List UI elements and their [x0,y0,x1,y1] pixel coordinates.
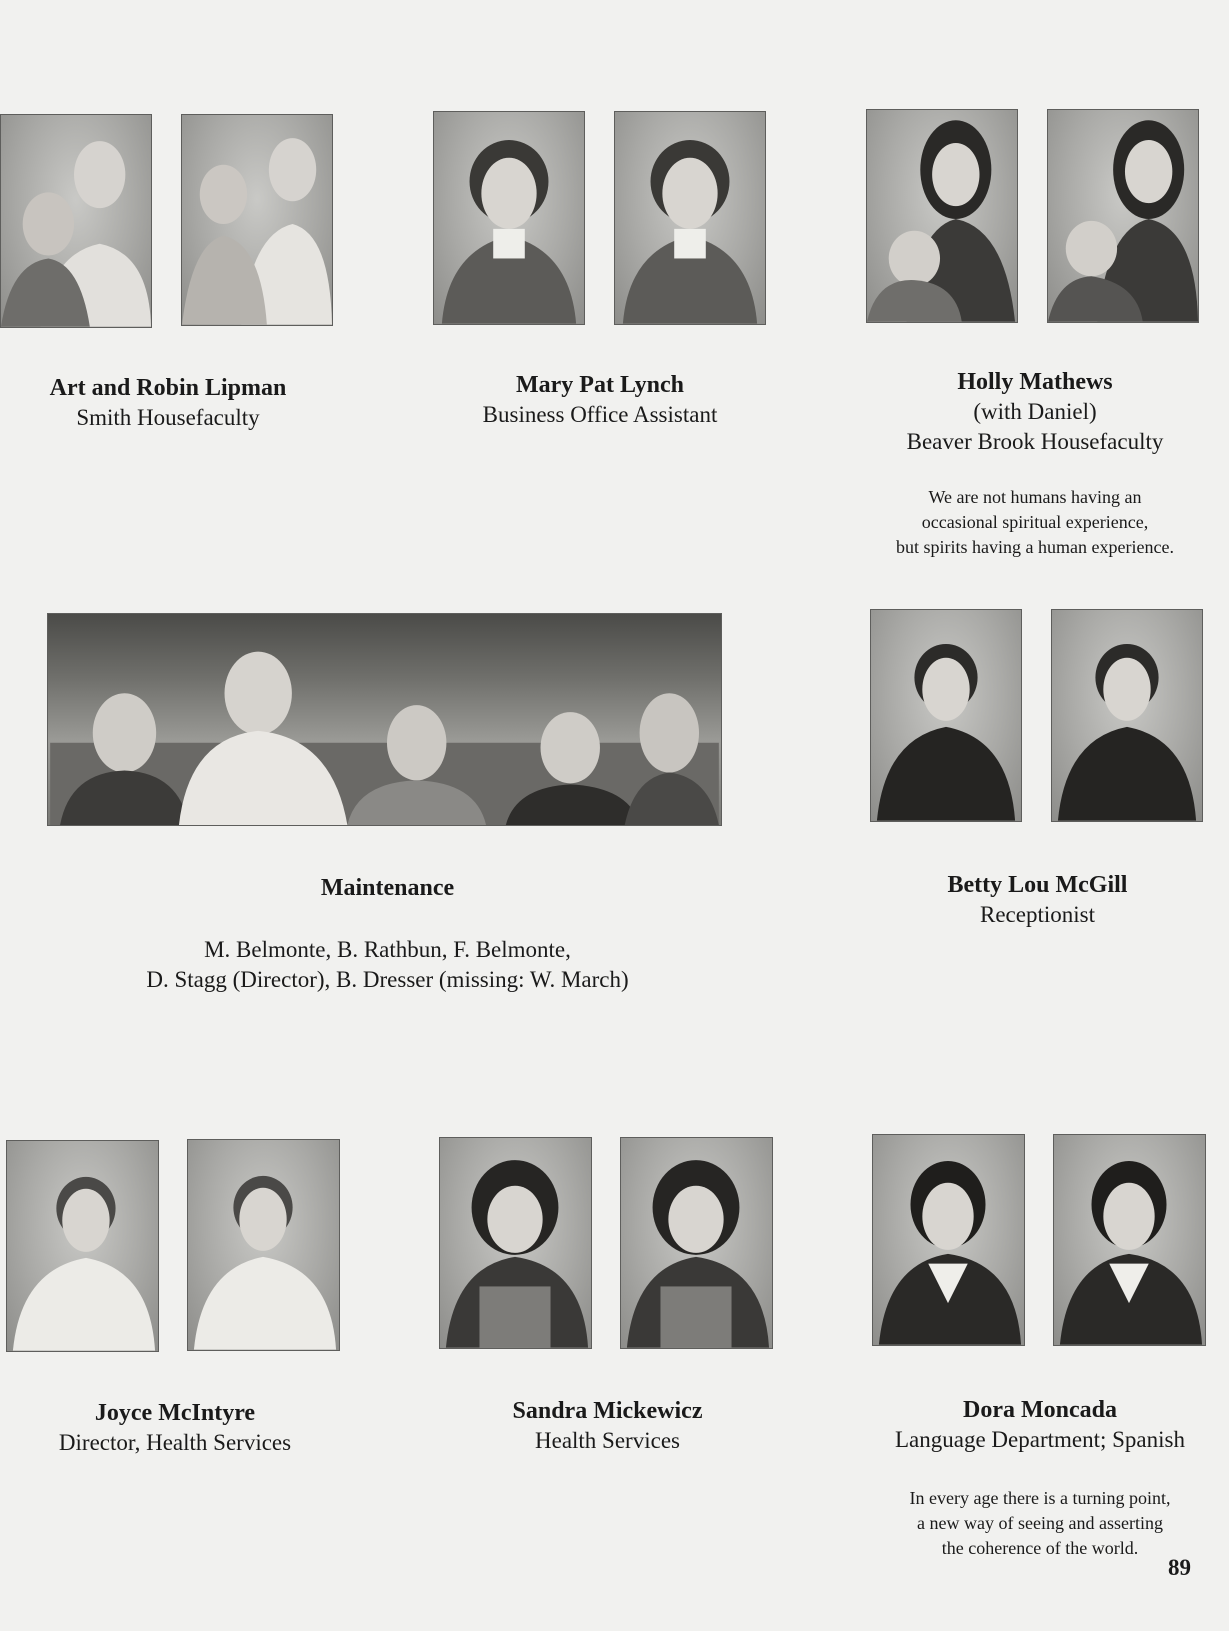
mcintyre-photo-1 [6,1140,159,1352]
mathews-quote-line: We are not humans having an [928,487,1142,507]
lipman-caption [20,373,316,433]
lynch-caption [440,370,760,430]
mickewicz-name: Sandra Mickewicz [512,1398,703,1424]
mathews-photo-1 [866,109,1018,323]
mcgill-caption [870,870,1205,930]
mathews-quote [855,485,1215,560]
lynch-photo-2 [614,111,766,325]
moncada-caption [860,1395,1220,1455]
mickewicz-photo-2 [620,1137,773,1349]
lipman-photo-2 [181,114,333,326]
lipman-role: Smith Housefaculty [76,405,260,430]
moncada-photo-1 [872,1134,1025,1346]
moncada-photo-2 [1053,1134,1206,1346]
maintenance-members-line: D. Stagg (Director), B. Dresser (missing: W. March) [146,967,629,992]
mcintyre-caption [20,1398,330,1458]
mathews-quote-line: occasional spiritual experience, [921,512,1149,532]
mcintyre-name: Joyce McIntyre [94,1400,256,1426]
maintenance-title: Maintenance [320,875,455,901]
moncada-quote [860,1486,1220,1561]
lynch-photo-1 [433,111,585,325]
mathews-role: Beaver Brook Housefaculty [906,429,1164,454]
lynch-role: Business Office Assistant [482,402,718,427]
mathews-name: Holly Mathews [957,369,1113,395]
mathews-note: (with Daniel) [973,399,1097,424]
moncada-quote-line: a new way of seeing and asserting [917,1513,1163,1533]
mickewicz-role: Health Services [535,1428,680,1453]
maintenance-members [60,935,715,995]
mickewicz-caption [450,1396,765,1456]
mcgill-role: Receptionist [980,902,1095,927]
maintenance-caption [100,873,675,903]
maintenance-members-line: M. Belmonte, B. Rathbun, F. Belmonte, [204,937,571,962]
portrait-photo-icon [1,115,151,327]
moncada-quote-line: the coherence of the world. [941,1538,1139,1558]
maintenance-group-photo [47,613,722,826]
moncada-name: Dora Moncada [963,1397,1117,1423]
mcgill-photo-1 [870,609,1022,822]
mcintyre-role: Director, Health Services [58,1430,292,1455]
mathews-photo-2 [1047,109,1199,323]
mcgill-photo-2 [1051,609,1203,822]
mathews-caption [855,367,1215,457]
page-number: 89 [1168,1555,1191,1580]
moncada-role: Language Department; Spanish [895,1427,1185,1452]
mathews-quote-line: but spirits having a human experience. [896,537,1174,557]
group-photo-icon [48,614,721,825]
mcintyre-photo-2 [187,1139,340,1351]
mcgill-name: Betty Lou McGill [947,872,1128,898]
lynch-name: Mary Pat Lynch [516,372,684,398]
moncada-quote-line: In every age there is a turning point, [909,1488,1171,1508]
lipman-photo-1 [0,114,152,328]
mickewicz-photo-1 [439,1137,592,1349]
lipman-name: Art and Robin Lipman [49,375,287,401]
